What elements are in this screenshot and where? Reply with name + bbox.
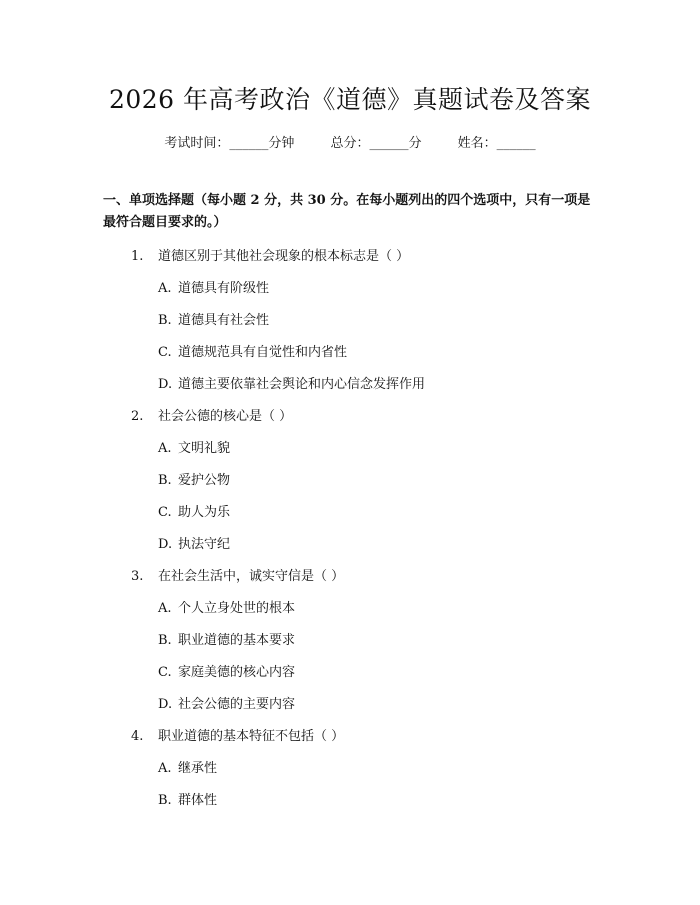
option-text: 道德具有社会性: [178, 313, 270, 328]
option-text: 职业道德的基本要求: [178, 633, 296, 648]
option-letter: C.: [158, 505, 172, 520]
option-text: 执法守纪: [178, 537, 231, 552]
option-letter: D.: [158, 697, 173, 712]
exam-meta: [0, 132, 700, 151]
question-number: 3.: [131, 569, 144, 584]
option-1a: [0, 273, 700, 305]
question-3: [0, 561, 700, 593]
option-1b: [0, 305, 700, 337]
option-letter: A.: [158, 761, 172, 776]
total-score-field: 总分：______分: [330, 136, 422, 151]
option-letter: C.: [158, 665, 172, 680]
question-number: 2.: [131, 409, 144, 424]
option-text: 爱护公物: [178, 473, 231, 488]
question-2: [0, 401, 700, 433]
option-text: 群体性: [178, 793, 218, 808]
option-text: 助人为乐: [178, 505, 231, 520]
option-1d: [0, 369, 700, 401]
option-2d: [0, 529, 700, 561]
option-text: 家庭美德的核心内容: [178, 665, 296, 680]
option-text: 社会公德的主要内容: [178, 697, 296, 712]
question-1: [0, 241, 700, 273]
option-text: 个人立身处世的根本: [178, 601, 296, 616]
option-letter: C.: [158, 345, 172, 360]
option-letter: B.: [158, 633, 172, 648]
option-3c: [0, 657, 700, 689]
question-text: 道德区别于其他社会现象的根本标志是（ ）: [158, 249, 410, 264]
option-letter: B.: [158, 313, 172, 328]
option-letter: B.: [158, 793, 172, 808]
option-text: 文明礼貌: [178, 441, 231, 456]
option-4b: [0, 785, 700, 817]
option-text: 道德具有阶级性: [178, 281, 270, 296]
section-heading: 一、单项选择题（每小题 2 分，共 30 分。在每小题列出的四个选项中，只有一项是最符合题目要求的。）: [103, 193, 591, 230]
question-list: [0, 241, 700, 817]
question-4: [0, 721, 700, 753]
exam-time-field: 考试时间：______分钟: [164, 136, 295, 151]
option-letter: A.: [158, 281, 172, 296]
page-title: 2026 年高考政治《道德》真题试卷及答案: [108, 85, 592, 114]
question-number: 4.: [131, 729, 144, 744]
option-3d: [0, 689, 700, 721]
question-number: 1.: [131, 249, 144, 264]
option-2b: [0, 465, 700, 497]
question-text: 在社会生活中，诚实守信是（ ）: [158, 569, 345, 584]
option-letter: A.: [158, 441, 172, 456]
option-text: 道德主要依靠社会舆论和内心信念发挥作用: [178, 377, 426, 392]
option-3a: [0, 593, 700, 625]
question-text: 职业道德的基本特征不包括（ ）: [158, 729, 345, 744]
question-text: 社会公德的核心是（ ）: [158, 409, 293, 424]
name-field: 姓名：______: [457, 136, 536, 151]
option-2a: [0, 433, 700, 465]
option-letter: A.: [158, 601, 172, 616]
option-letter: D.: [158, 537, 173, 552]
option-1c: [0, 337, 700, 369]
option-text: 继承性: [178, 761, 218, 776]
option-letter: D.: [158, 377, 173, 392]
option-3b: [0, 625, 700, 657]
option-letter: B.: [158, 473, 172, 488]
option-2c: [0, 497, 700, 529]
option-4a: [0, 753, 700, 785]
option-text: 道德规范具有自觉性和内省性: [178, 345, 348, 360]
